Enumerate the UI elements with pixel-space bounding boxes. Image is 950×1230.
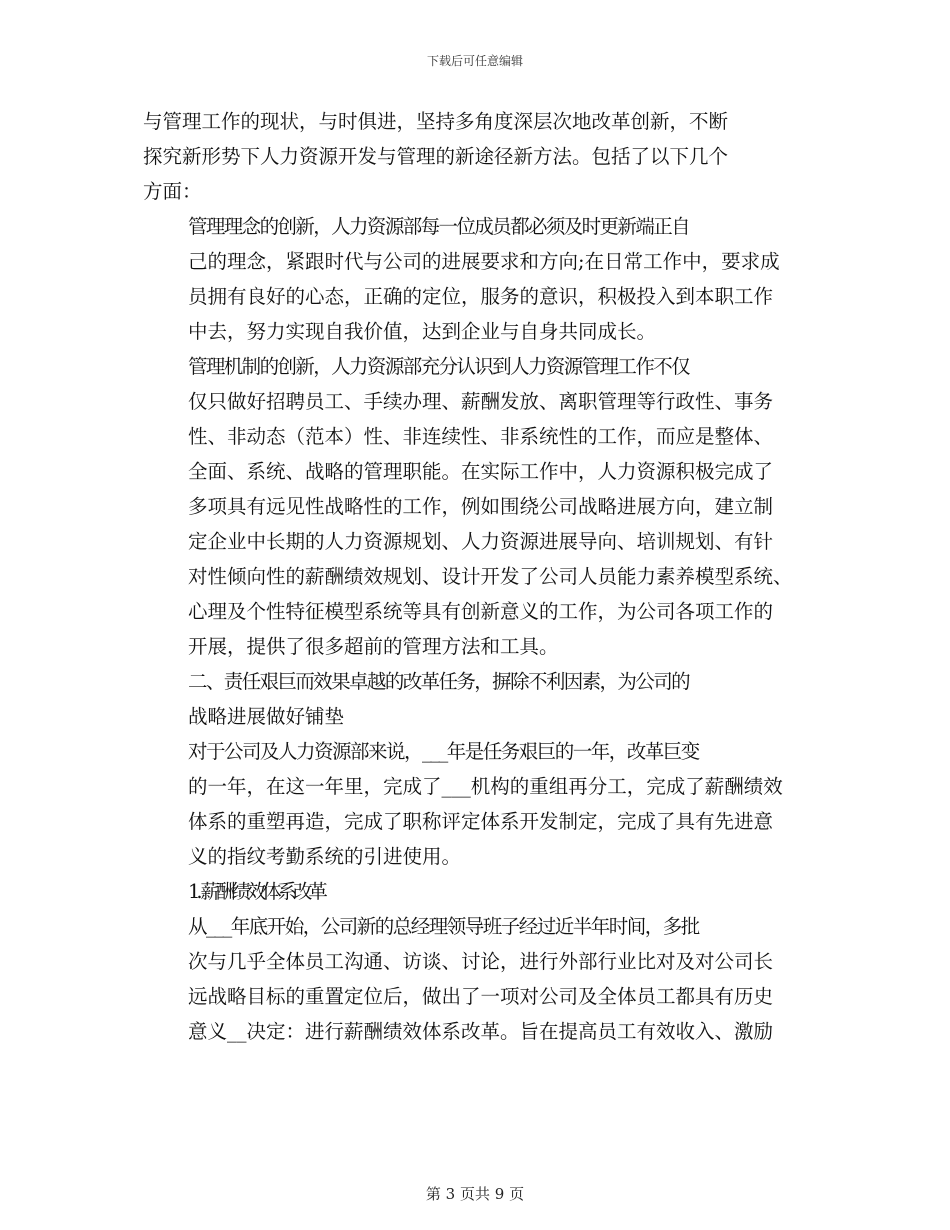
text-line: 开展，提供了很多超前的管理方法和工具。 — [188, 635, 559, 658]
page-header: 下载后可任意编辑 — [426, 54, 523, 68]
text-line: 管理理念的创新，人力资源部每一位成员都必须及时更新端正自 — [188, 215, 690, 238]
text-line: 对性倾向性的薪酬绩效规划、设计开发了公司人员能力素养模型系统、 — [188, 565, 793, 588]
page-footer: 第 3 页共 9 页 — [425, 1185, 525, 1203]
text-line: 性、非动态（范本）性、非连续性、非系统性的工作，而应是整体、 — [188, 425, 774, 448]
text-line: 心理及个性特征模型系统等具有创新意义的工作，为公司各项工作的 — [188, 600, 774, 623]
paragraph — [143, 349, 809, 664]
text-line: 方面： — [143, 180, 202, 203]
text-line: 意义__决定：进行薪酬绩效体系改革。旨在提高员工有效收入、激励 — [188, 1020, 774, 1043]
paragraph — [143, 209, 809, 349]
paragraph — [143, 734, 809, 874]
text-line: 战略进展做好铺垫 — [188, 705, 345, 728]
text-line: 远战略目标的重置定位后，做出了一项对公司及全体员工都具有历史 — [188, 985, 774, 1008]
text-line: 仅只做好招聘员工、手续办理、薪酬发放、离职管理等行政性、事务 — [188, 390, 774, 413]
text-line: 定企业中长期的人力资源规划、人力资源进展导向、培训规划、有针 — [188, 530, 774, 553]
paragraph — [143, 664, 809, 734]
text-line: 对于公司及人力资源部来说，___年是任务艰巨的一年，改革巨变 — [188, 740, 699, 763]
text-line: 与管理工作的现状，与时俱进，坚持多角度深层次地改革创新，不断 — [143, 110, 729, 133]
text-line: 全面、系统、战略的管理职能。在实际工作中，人力资源积极完成了 — [188, 460, 774, 483]
text-line: 的一年，在这一年里，完成了___机构的重组再分工，完成了薪酬绩效 — [188, 775, 783, 798]
text-line: 二、责任艰巨而效果卓越的改革任务，摒除不利因素，为公司的 — [188, 670, 690, 693]
text-line: 管理机制的创新，人力资源部充分认识到人力资源管理工作不仅 — [188, 355, 690, 378]
paragraph — [143, 874, 809, 909]
paragraph — [143, 909, 809, 1049]
text-line: 次与几乎全体员工沟通、访谈、讨论，进行外部行业比对及对公司长 — [188, 950, 774, 973]
text-line: 中去，努力实现自我价值，达到企业与自身共同成长。 — [188, 320, 657, 343]
text-line: 1. 薪酬绩效体系改革 — [188, 880, 324, 903]
text-line: 从___年底开始，公司新的总经理领导班子经过近半年时间，多批 — [188, 915, 699, 938]
text-line: 体系的重塑再造，完成了职称评定体系开发制定，完成了具有先进意 — [188, 810, 774, 833]
text-line: 义的指纹考勤系统的引进使用。 — [188, 845, 462, 868]
text-line: 己的理念，紧跟时代与公司的进展要求和方向;在日常工作中，要求成 — [188, 250, 780, 273]
text-line: 员拥有良好的心态，正确的定位，服务的意识，积极投入到本职工作 — [188, 285, 774, 308]
text-line: 探究新形势下人力资源开发与管理的新途径新方法。包括了以下几个 — [143, 145, 729, 168]
document-body — [143, 104, 809, 1049]
text-line: 多项具有远见性战略性的工作，例如围绕公司战略进展方向，建立制 — [188, 495, 774, 518]
paragraph — [143, 104, 809, 209]
